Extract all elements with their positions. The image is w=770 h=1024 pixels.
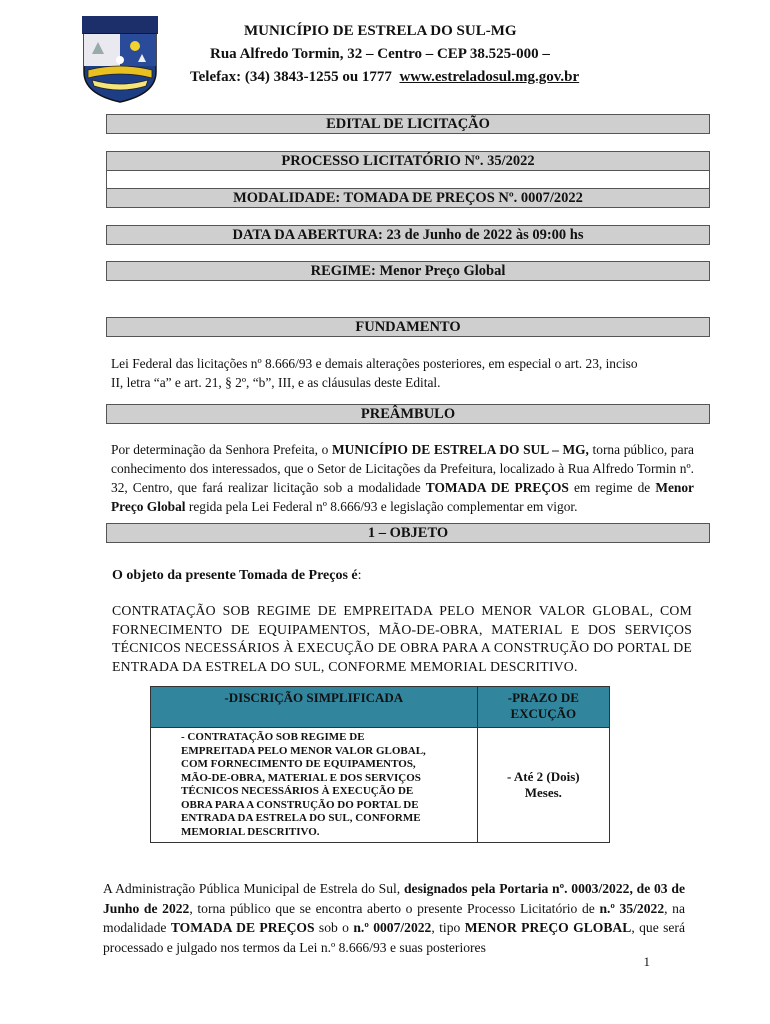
website-link[interactable]: www.estreladosul.mg.gov.br <box>399 69 580 85</box>
header-municipality: MUNICÍPIO DE ESTRELA DO SUL-MG <box>244 23 517 39</box>
col-descricao-header: -DISCRIÇÃO SIMPLIFICADA <box>151 687 478 728</box>
spacer-box <box>106 170 710 189</box>
descricao-cell <box>151 728 478 843</box>
header-contact <box>190 69 579 86</box>
fundamento-line-1: Lei Federal das licitações nº 8.666/93 e demais alterações posteriores, em especial o art. 23, inciso <box>111 356 638 371</box>
fundamento-line-2: II, letra “a” e art. 21, § 2º, “b”, III, e as cláusulas deste Edital. <box>111 375 441 390</box>
edital-title-box: EDITAL DE LICITAÇÃO <box>106 114 710 134</box>
regime-box: REGIME: Menor Preço Global <box>106 261 710 281</box>
page-number: 1 <box>643 954 650 969</box>
prazo-cell: - Até 2 (Dois) Meses. <box>477 728 609 843</box>
fundamento-text <box>111 354 711 392</box>
preambulo-heading: PREÂMBULO <box>106 404 710 424</box>
header-address: Rua Alfredo Tormin, 32 – Centro – CEP 38.525-000 – <box>210 46 550 62</box>
data-abertura-box: DATA DA ABERTURA: 23 de Junho de 2022 às 09:00 hs <box>106 225 710 245</box>
processo-box: PROCESSO LICITATÓRIO Nº. 35/2022 <box>106 151 710 171</box>
header-telefax: Telefax: (34) 3843-1255 ou 1777 <box>190 69 392 85</box>
objeto-table <box>150 686 610 843</box>
preambulo-text: Por determinação da Senhora Prefeita, o MUNICÍPIO DE ESTRELA DO SUL – MG, torna público, para conhecimento dos interessados, que o Setor de Licitações da Prefeitura, localizado à Rua Alfredo Tormin nº. 32, Centro, que fará realizar licitação sob a modalidade TOMADA DE PREÇOS em regime de Menor Preço Global regida pela Lei Federal nº 8.666/93 e legislação complementar em vigor. <box>111 442 694 514</box>
objeto-description: CONTRATAÇÃO SOB REGIME DE EMPREITADA PELO MENOR VALOR GLOBAL, COM FORNECIMENTO DE EQUIPAMENTOS, MÃO-DE-OBRA, MATERIAL E DOS SERVIÇOS TÉCNICOS NECESSÁRIOS À EXECUÇÃO DE OBRA PARA A CONSTRUÇÃO DO PORTAL DE ENTRADA DA ESTRELA DO SUL, CONFORME MEMORIAL DESCRITIVO. <box>112 603 692 674</box>
col-prazo-header: -PRAZO DE EXCUÇÃO <box>477 687 609 728</box>
final-paragraph: A Administração Pública Municipal de Estrela do Sul, designados pela Portaria nº. 0003/2022, de 03 de Junho de 2022, torna público que se encontra aberto o presente Processo Licitatório de n.º 35/2022, na modalidade TOMADA DE PREÇOS sob o n.º 0007/2022, tipo MENOR PREÇO GLOBAL, que será processado e julgado nos termos da Lei n.º 8.666/93 e suas posteriores <box>103 881 685 955</box>
objeto-heading: 1 – OBJETO <box>106 523 710 543</box>
descricao-text: - CONTRATAÇÃO SOB REGIME DE EMPREITADA PELO MENOR VALOR GLOBAL, COM FORNECIMENTO DE EQUIPAMENTOS, MÃO-DE-OBRA, MATERIAL E DOS SERVIÇOS TÉCNICOS NECESSÁRIOS À EXECUÇÃO DE OBRA PARA A CONSTRUÇÃO DO PORTAL DE ENTRADA DA ESTRELA DO SUL, CONFORME MEMORIAL DESCRITIVO. <box>181 731 426 838</box>
modalidade-box: MODALIDADE: TOMADA DE PREÇOS Nº. 0007/2022 <box>106 188 710 208</box>
fundamento-heading: FUNDAMENTO <box>106 317 710 337</box>
municipal-coat-of-arms-logo <box>80 14 160 104</box>
objeto-intro: O objeto da presente Tomada de Preços é: <box>112 568 362 583</box>
